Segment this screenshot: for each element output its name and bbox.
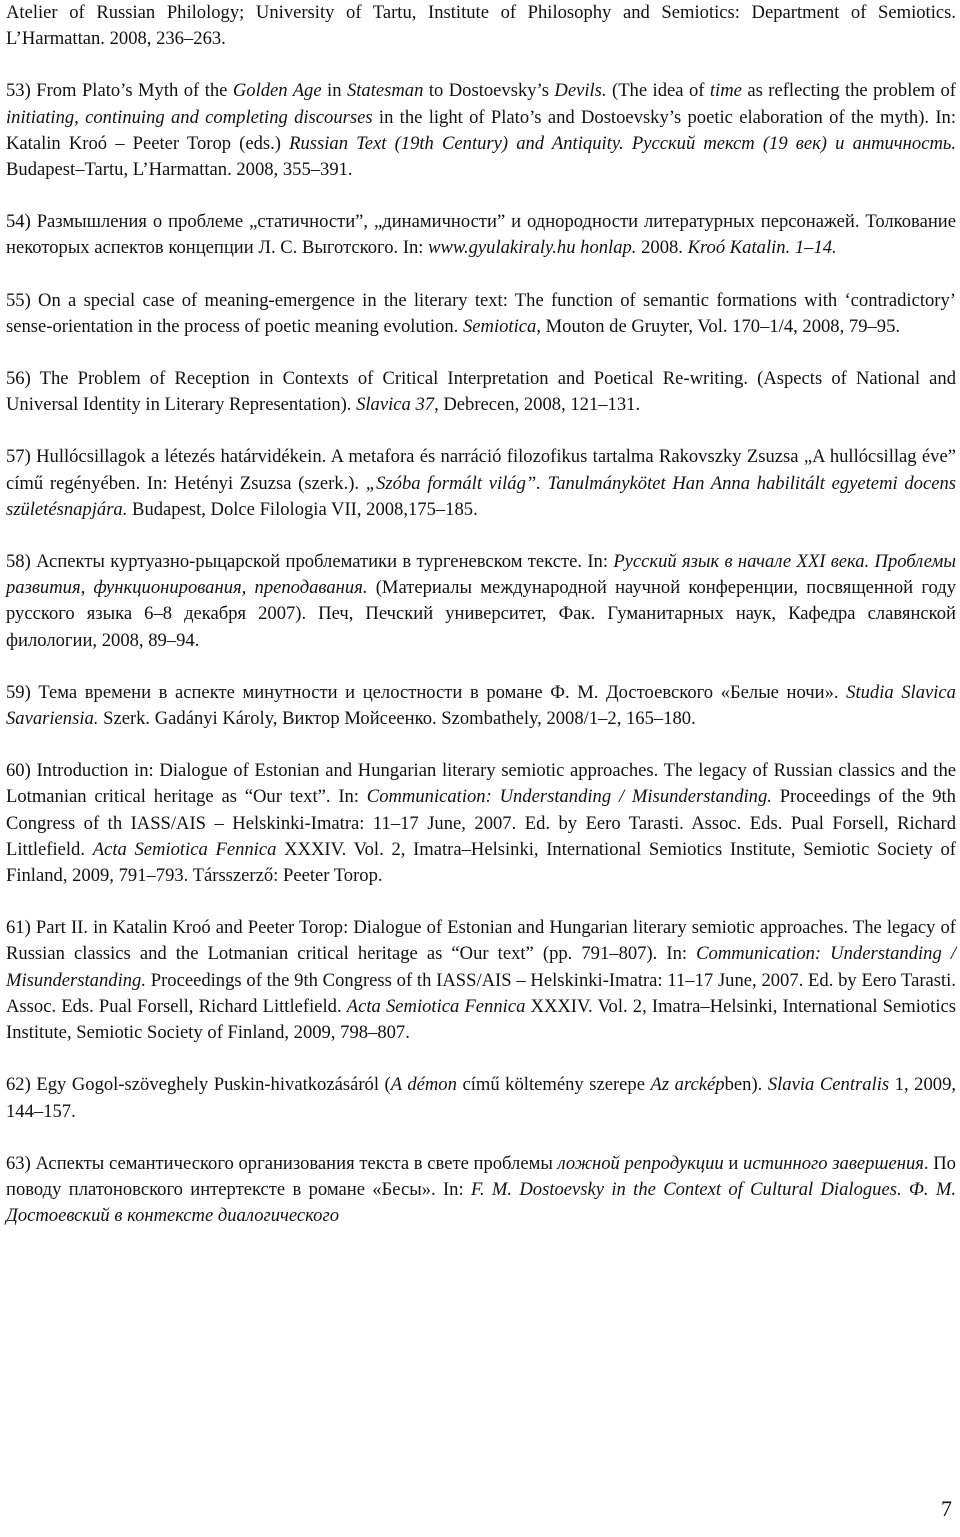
bibliography-entry-item-56 [6, 366, 956, 418]
entry-text: 62) Egy Gogol-szöveghely Puskin-hivatkozásáról ( [6, 1074, 391, 1096]
italic-text: Kroó Katalin. 1–14. [687, 237, 837, 259]
italic-text: A démon [390, 1074, 457, 1096]
italic-text: time [709, 80, 742, 102]
italic-text: initiating, continuing and completing discourses [6, 106, 373, 128]
entry-text: 56) The Problem of Reception in Contexts of Critical Interpretation and Poetical Re-writing. (Aspects of National and Universal Identity in Literary Representation). [6, 368, 956, 416]
entry-text: ben). [724, 1074, 768, 1096]
entry-text: as reflecting the problem of [741, 80, 957, 102]
entry-text: XXXIV. Vol. 2, Imatra–Helsinki, International Semiotics Institute, Semiotic Society of Finland, 2009, 798–807. [6, 995, 956, 1044]
entry-text: 2008. [636, 237, 688, 259]
entry-text: . По поводу платоновского интертексте в романе «Бесы». In: [6, 1152, 956, 1200]
entry-text: XXXIV. Vol. 2, Imatra–Helsinki, International Semiotics Institute, Semiotic Society of Finland, 2009, 791–793. Társszerző: Peeter Torop. [6, 838, 956, 887]
italic-text: Studia Slavica Savariensia. [6, 681, 956, 730]
italic-text: Communication: Understanding / Misunderstanding. [6, 943, 956, 991]
bibliography-list [6, 0, 956, 1229]
italic-text: Devils. [554, 80, 607, 102]
italic-text: Русский язык в начале XXI века. Проблемы развития, функционирования, преподавания. [6, 551, 957, 599]
entry-text: című költemény szerepe [456, 1074, 651, 1096]
italic-text: F. M. Dostoevsky in the Context of Cultural Dialogues. Ф. М. Достоевский в контексте диалогического [6, 1178, 956, 1227]
entry-text: , Mouton de Gruyter, Vol. 170–1/4, 2008, 79–95. [536, 315, 901, 337]
italic-text: Russian Text (19th Century) and Antiquity. Русский текст (19 век) и античность. [289, 132, 956, 154]
entry-text: 59) Тема времени в аспекте минутности и целостности в романе Ф. М. Достоевского «Белые ночи». [6, 681, 847, 703]
bibliography-entry-item-58 [6, 549, 956, 654]
italic-text: www.gyulakiraly.hu honlap. [428, 237, 637, 259]
entry-text: to Dostoevsky’s [423, 80, 555, 102]
italic-text: Az arckép [650, 1074, 725, 1096]
entry-text: (Материалы международной научной конференции, посвященной году русского языка 6–8 декабря 2007). Печ, Печский университет, Фак. Гуманитарных наук, Кафедра славянской филологии, 2008, 89–94. [6, 577, 956, 651]
page-number: 7 [941, 1496, 952, 1521]
entry-text: Budapest, Dolce Filologia VII, 2008,175–185. [127, 498, 478, 520]
entry-text: in [321, 80, 347, 102]
entry-text: 54) Размышления о проблеме „статичности”, „динамичности” и однородности литературных персонажей. Толкование некоторых аспектов концепции Л. С. Выготского. In: [6, 211, 956, 259]
bibliography-entry-item-61 [6, 915, 956, 1046]
italic-text: истинного завершения [743, 1152, 924, 1174]
entry-text: , Debrecen, 2008, 121–131. [434, 394, 641, 416]
entry-text: Atelier of Russian Philology; University of Tartu, Institute of Philosophy and Semiotics: Department of Semiotics. L’Harmattan. 2008, 236–263. [6, 2, 956, 50]
italic-text: Slavica 37 [356, 394, 435, 416]
bibliography-entry-item-57 [6, 444, 956, 523]
bibliography-entry-item-59 [6, 680, 956, 732]
italic-text: Acta Semiotica Fennica [92, 838, 277, 860]
entry-text: Budapest–Tartu, L’Harmattan. 2008, 355–391. [6, 159, 353, 181]
entry-text: и [723, 1152, 744, 1174]
entry-text: 57) Hullócsillagok a létezés határvidékein. A metafora és narráció filozofikus tartalma Rakovszky Zsuzsa „A hullócsillag éve” című regényében. In: Hetényi Zsuzsa (szerk.). [6, 446, 956, 494]
entry-text: Szerk. Gadányi Károly, Виктор Мойсеенко. Szombathely, 2008/1–2, 165–180. [98, 708, 696, 730]
italic-text: Statesman [346, 80, 424, 102]
bibliography-entry-continuation [6, 0, 956, 52]
bibliography-entry-item-55 [6, 288, 956, 340]
italic-text: „Szóba formált világ”. Tanulmánykötet Han Anna habilitált egyetemi docens születésnapjára. [6, 472, 956, 520]
entry-text: 60) Introduction in: Dialogue of Estonian and Hungarian literary semiotic approaches. The legacy of Russian classics and the Lotmanian critical heritage as “Our text”. In: [6, 760, 956, 808]
entry-text: 61) Part II. in Katalin Kroó and Peeter Torop: Dialogue of Estonian and Hungarian literary semiotic approaches. The legacy of Russian classics and the Lotmanian critical heritage as “Our text” (pp. 791–807). In: [6, 917, 956, 965]
bibliography-entry-item-60 [6, 758, 956, 889]
italic-text: Slavia Centralis [767, 1074, 890, 1096]
entry-text: (The idea of [606, 80, 710, 102]
bibliography-entry-item-63 [6, 1151, 956, 1230]
bibliography-entry-item-54 [6, 209, 956, 261]
entry-text: 53) From Plato’s Myth of the [6, 80, 233, 102]
entry-text: 1, 2009, 144–157. [6, 1074, 957, 1122]
entry-text: in the light of Plato’s and Dostoevsky’s poetic elaboration of the myth). In: Katalin Kroó – Peeter Torop (eds.) [6, 106, 956, 154]
italic-text: Acta Semiotica Fennica [346, 995, 526, 1017]
italic-text: Semiotica [462, 315, 537, 337]
entry-text: 55) On a special case of meaning-emergence in the literary text: The function of semantic formations with ‘contradictory’ sense-orientation in the process of poetic meaning evolution. [6, 289, 956, 337]
entry-text: 58) Аспекты куртуазно-рыцарской проблематики в тургеневском тексте. In: [6, 551, 614, 573]
entry-text: Proceedings of the 9th Congress of th IASS/AIS – Helskinki-Imatra: 11–17 June, 2007. Ed. by Eero Tarasti. Assoc. Eds. Pual Forsell, Richard Littlefield. [6, 786, 956, 860]
bibliography-page [6, 0, 956, 1229]
italic-text: ложной репродукции [557, 1152, 724, 1174]
entry-text: Proceedings of the 9th Congress of th IASS/AIS – Helskinki-Imatra: 11–17 June, 2007. Ed. by Eero Tarasti. Assoc. Eds. Pual Forsell, Richard Littlefield. [6, 969, 956, 1017]
bibliography-entry-item-53 [6, 78, 956, 183]
entry-text: 63) Аспекты семантического организования текста в свете проблемы [6, 1152, 558, 1174]
italic-text: Golden Age [232, 80, 322, 102]
bibliography-entry-item-62 [6, 1072, 956, 1124]
italic-text: Communication: Understanding / Misunderstanding. [366, 786, 772, 808]
